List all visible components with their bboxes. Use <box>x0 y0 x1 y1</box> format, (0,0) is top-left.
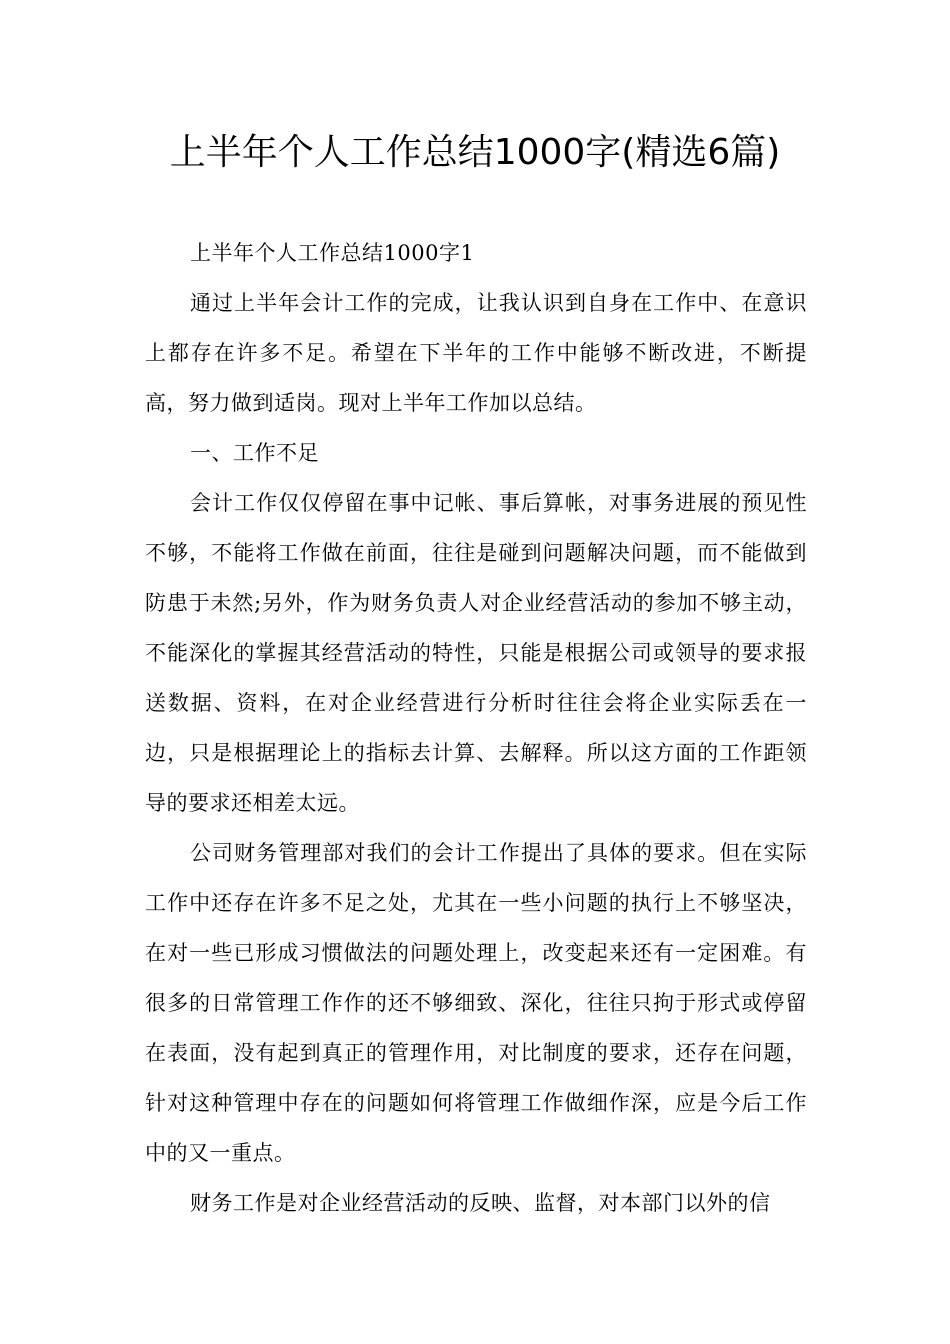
body-paragraph: 财务工作是对企业经营活动的反映、监督，对本部门以外的信 <box>190 1191 771 1215</box>
body-paragraph: 会计工作仅仅停留在事中记帐、事后算帐，对事务进展的预见性不够，不能将工作做在前面，往往是碰到问题解决问题，而不能做到防患于未然;另外，作为财务负责人对企业经营活动的参加不够主动，不能深化的掌握其经营活动的特性，只能是根据公司或领导的要求报送数据、资料，在对企业经营进行分析时往往会将企业实际丢在一边，只是根据理论上的指标去计算、去解释。所以这方面的工作距领导的要求还相差太远。 <box>145 491 807 815</box>
section-heading: 上半年个人工作总结1000字1 <box>190 241 475 265</box>
body-paragraph: 公司财务管理部对我们的会计工作提出了具体的要求。但在实际工作中还存在许多不足之处，尤其在一些小问题的执行上不够坚决，在对一些已形成习惯做法的问题处理上，改变起来还有一定困难。有很多的日常管理工作作的还不够细致、深化，往往只拘于形式或停留在表面，没有起到真正的管理作用，对比制度的要求，还存在问题，针对这种管理中存在的问题如何将管理工作做细作深，应是今后工作中的又一重点。 <box>145 841 807 1165</box>
body-paragraph: 通过上半年会计工作的完成，让我认识到自身在工作中、在意识上都存在许多不足。希望在下半年的工作中能够不断改进，不断提高，努力做到适岗。现对上半年工作加以总结。 <box>145 291 807 415</box>
document-body <box>145 228 807 1228</box>
section-heading: 一、工作不足 <box>190 441 319 465</box>
document-title: 上半年个人工作总结1000字(精选6篇) <box>169 132 781 173</box>
